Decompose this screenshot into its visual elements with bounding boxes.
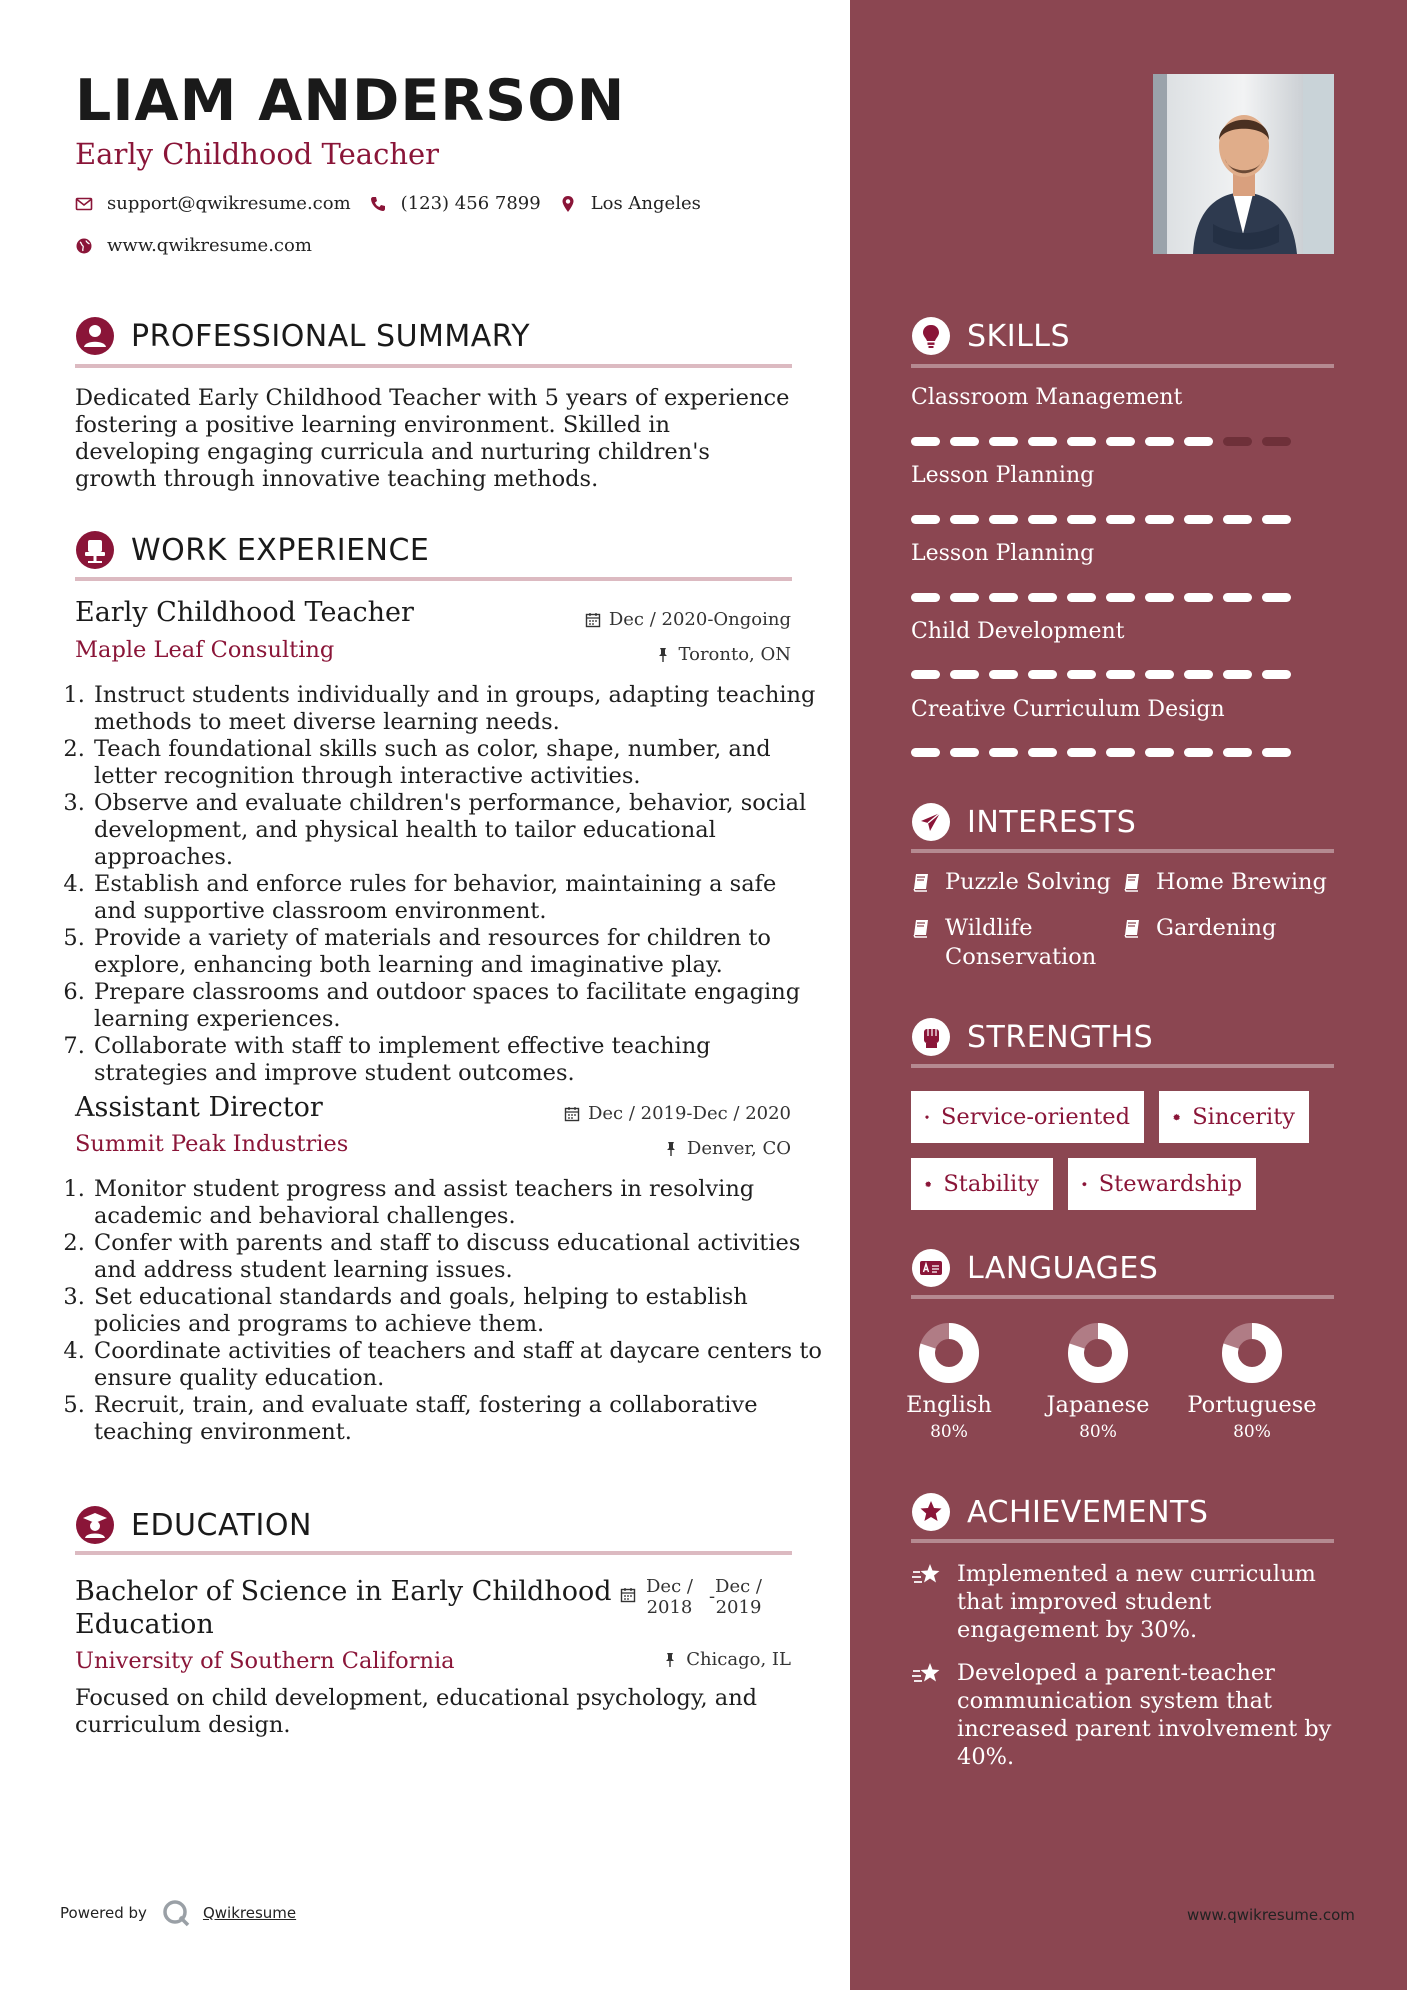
list-item: 5. Recruit, train, and evaluate staff, fostering a collaborative teaching environment. [92,1392,822,1446]
list-item: 6. Prepare classrooms and outdoor spaces to facilitate engaging learning experiences. [92,979,822,1033]
skill-dash-filled [1262,670,1291,679]
skill-dash-filled [911,670,940,679]
location-pin-icon [559,195,577,213]
footer-powered-by: Powered by Qwikresume [60,1898,296,1928]
skill-dash-filled [1106,670,1135,679]
profile-photo [1153,74,1334,254]
list-item: 3. Observe and evaluate children's performance, behavior, social development, and physical health to tailor educational approaches. [92,790,822,871]
skill-dash-filled [1028,515,1057,524]
book-icon [911,872,931,892]
school-name: University of Southern California [75,1648,455,1674]
education-heading: EDUCATION [75,1505,312,1545]
email-text[interactable]: support@qwikresume.com [107,193,351,214]
calendar-icon [620,1587,636,1603]
list-item: 2. Teach foundational skills such as color, shape, number, and letter recognition through interactive activities. [92,736,822,790]
skill-name: Child Development [911,619,1125,644]
skill-name: Lesson Planning [911,541,1095,566]
strengths-heading: STRENGTHS [911,1017,1153,1057]
list-item: 3. Set educational standards and goals, helping to establish policies and programs to achieve them. [92,1284,822,1338]
education-location: Chicago, IL [662,1649,791,1670]
job-title-2: Assistant Director [75,1092,323,1123]
skill-dash-filled [1184,515,1213,524]
calendar-icon [564,1106,580,1122]
contact-row [75,193,701,214]
skill-bar [911,593,1291,602]
skill-dash-filled [911,515,940,524]
list-item: 4. Establish and enforce rules for behavior, maintaining a safe and supportive classroom environment. [92,871,822,925]
book-icon [1122,918,1142,938]
skill-dash-filled [1223,515,1252,524]
summary-divider [75,364,792,368]
skill-dash-filled [950,593,979,602]
skill-dash-filled [1145,670,1174,679]
graduate-icon [75,1505,115,1545]
skill-dash-filled [1028,670,1057,679]
website-text[interactable]: www.qwikresume.com [107,235,312,256]
book-icon [911,918,931,938]
skill-dash-filled [950,748,979,757]
interests-heading: INTERESTS [911,802,1136,842]
experience-heading: WORK EXPERIENCE [75,530,429,570]
skill-dash-filled [1145,515,1174,524]
language-gauge [918,1322,980,1384]
skill-dash-filled [1028,437,1057,446]
website-row [75,235,312,256]
language-gauge [1067,1322,1129,1384]
skill-dash-filled [1106,593,1135,602]
calendar-icon [585,612,601,628]
experience-divider [75,577,792,581]
list-item: 2. Confer with parents and staff to discuss educational activities and address student learning issues. [92,1230,822,1284]
skill-dash-filled [1067,593,1096,602]
skill-dash-filled [989,748,1018,757]
strength-chip: Service-oriented [911,1091,1144,1143]
skill-dash-filled [1184,437,1213,446]
gauge-center [1240,1341,1264,1365]
skill-dash-filled [1262,593,1291,602]
skill-dash-filled [1184,748,1213,757]
email-icon [75,195,93,213]
briefcase-chair-icon [75,530,115,570]
qwikresume-link[interactable]: Qwikresume [202,1904,297,1922]
language-card-icon [911,1248,951,1288]
book-icon [1122,872,1142,892]
skill-dash-filled [1145,593,1174,602]
skill-dash-filled [1184,670,1213,679]
lightbulb-icon [911,316,951,356]
paper-plane-icon [911,802,951,842]
gauge-center [1086,1341,1110,1365]
skills-heading: SKILLS [911,316,1070,356]
skill-bar [911,437,1291,446]
company-2: Summit Peak Industries [75,1131,349,1157]
user-icon [75,316,115,356]
skill-dash-filled [1067,670,1096,679]
skill-dash-filled [1106,437,1135,446]
skill-dash-empty [1262,437,1291,446]
skill-dash-filled [1184,593,1213,602]
skill-dash-filled [989,670,1018,679]
skill-dash-filled [1145,437,1174,446]
skill-dash-filled [1262,748,1291,757]
skill-dash-filled [1106,515,1135,524]
location-text: Los Angeles [590,193,701,214]
skill-dash-filled [911,593,940,602]
skill-dash-filled [950,437,979,446]
company-1: Maple Leaf Consulting [75,637,335,663]
fist-icon [911,1017,951,1057]
education-divider [75,1551,792,1555]
pushpin-icon [662,1652,678,1668]
summary-text: Dedicated Early Childhood Teacher with 5 years of experience fostering a positive learning environment. Skilled in developing engaging curricula and nurturing children's growth through innovative teaching methods. [75,385,790,492]
achievements-heading: ACHIEVEMENTS [911,1492,1208,1532]
skill-dash-filled [1145,748,1174,757]
skill-dash-filled [950,670,979,679]
education-dates: Dec / 2018 - Dec / 2019 [620,1576,762,1618]
skill-dash-filled [989,437,1018,446]
badge-star-icon [1173,1107,1180,1127]
interest-item: Wildlife Conservation [911,914,1111,972]
skill-dash-filled [1223,593,1252,602]
job-dates-1: Dec / 2020-Ongoing [585,609,791,630]
skill-dash-filled [1067,437,1096,446]
phone-icon [369,195,387,213]
list-item: 1. Monitor student progress and assist teachers in resolving academic and behavioral challenges. [92,1176,822,1230]
interest-item: Home Brewing [1122,868,1327,897]
globe-icon [75,237,93,255]
achievement-item: Developed a parent-teacher communication system that increased parent involvement by 40%. [911,1659,1341,1771]
skill-bar [911,748,1291,757]
skill-dash-filled [1262,515,1291,524]
achievements-divider [911,1539,1334,1543]
skills-divider [911,364,1334,368]
gauge-center [937,1341,961,1365]
languages-heading: LANGUAGES [911,1248,1158,1288]
phone-text[interactable]: (123) 456 7899 [400,193,541,214]
skill-name: Classroom Management [911,385,1183,410]
skill-dash-filled [989,593,1018,602]
job-bullets-1 [72,682,822,1087]
badge-star-icon [1082,1174,1087,1194]
skill-dash-filled [1067,748,1096,757]
list-item: 5. Provide a variety of materials and resources for children to explore, enhancing both learning and imaginative play. [92,925,822,979]
education-description: Focused on child development, educational psychology, and curriculum design. [75,1685,758,1738]
strengths-divider [911,1064,1334,1068]
job-location-1: Toronto, ON [655,644,792,665]
strength-chip: Stability [911,1158,1053,1210]
language-item: English 80% [874,1322,1024,1442]
interest-item: Puzzle Solving [911,868,1111,897]
job-dates-2: Dec / 2019-Dec / 2020 [564,1103,791,1124]
footer-site[interactable]: www.qwikresume.com [1187,1906,1355,1924]
job-title: Early Childhood Teacher [75,137,440,171]
summary-heading: PROFESSIONAL SUMMARY [75,316,530,356]
skill-dash-filled [1106,748,1135,757]
candidate-name: LIAM ANDERSON [75,68,626,134]
skill-dash-filled [911,748,940,757]
skill-name: Lesson Planning [911,463,1095,488]
shooting-star-icon [911,1562,943,1588]
skill-dash-empty [1223,437,1252,446]
interests-divider [911,849,1334,853]
strength-chip: Stewardship [1068,1158,1256,1210]
skill-dash-filled [1223,670,1252,679]
skill-dash-filled [1028,748,1057,757]
skill-dash-filled [1028,593,1057,602]
interest-item: Gardening [1122,914,1276,943]
skill-name: Creative Curriculum Design [911,697,1225,722]
star-badge-icon [911,1492,951,1532]
qwikresume-logo-icon [161,1898,191,1928]
degree-title: Bachelor of Science in Early Childhood Education [75,1576,612,1640]
list-item: 7. Collaborate with staff to implement effective teaching strategies and improve student outcomes. [92,1033,822,1087]
language-item: Japanese 80% [1023,1322,1173,1442]
shooting-star-icon [911,1661,943,1687]
pushpin-icon [655,647,671,663]
skill-dash-filled [1223,748,1252,757]
languages-divider [911,1295,1334,1299]
skill-dash-filled [1067,515,1096,524]
skill-dash-filled [989,515,1018,524]
badge-star-icon [925,1107,929,1127]
achievement-item: Implemented a new curriculum that improved student engagement by 30%. [911,1560,1341,1644]
language-item: Portuguese 80% [1177,1322,1327,1442]
skill-bar [911,515,1291,524]
job-location-2: Denver, CO [663,1138,791,1159]
strength-chip: Sincerity [1159,1091,1309,1143]
skill-dash-filled [950,515,979,524]
list-item: 4. Coordinate activities of teachers and staff at daycare centers to ensure quality education. [92,1338,822,1392]
job-bullets-2 [72,1176,822,1446]
badge-star-icon [925,1174,931,1194]
language-gauge [1221,1322,1283,1384]
skill-dash-filled [911,437,940,446]
pushpin-icon [663,1141,679,1157]
skill-bar [911,670,1291,679]
job-title-1: Early Childhood Teacher [75,597,414,628]
list-item: 1. Instruct students individually and in groups, adapting teaching methods to meet diverse learning needs. [92,682,822,736]
